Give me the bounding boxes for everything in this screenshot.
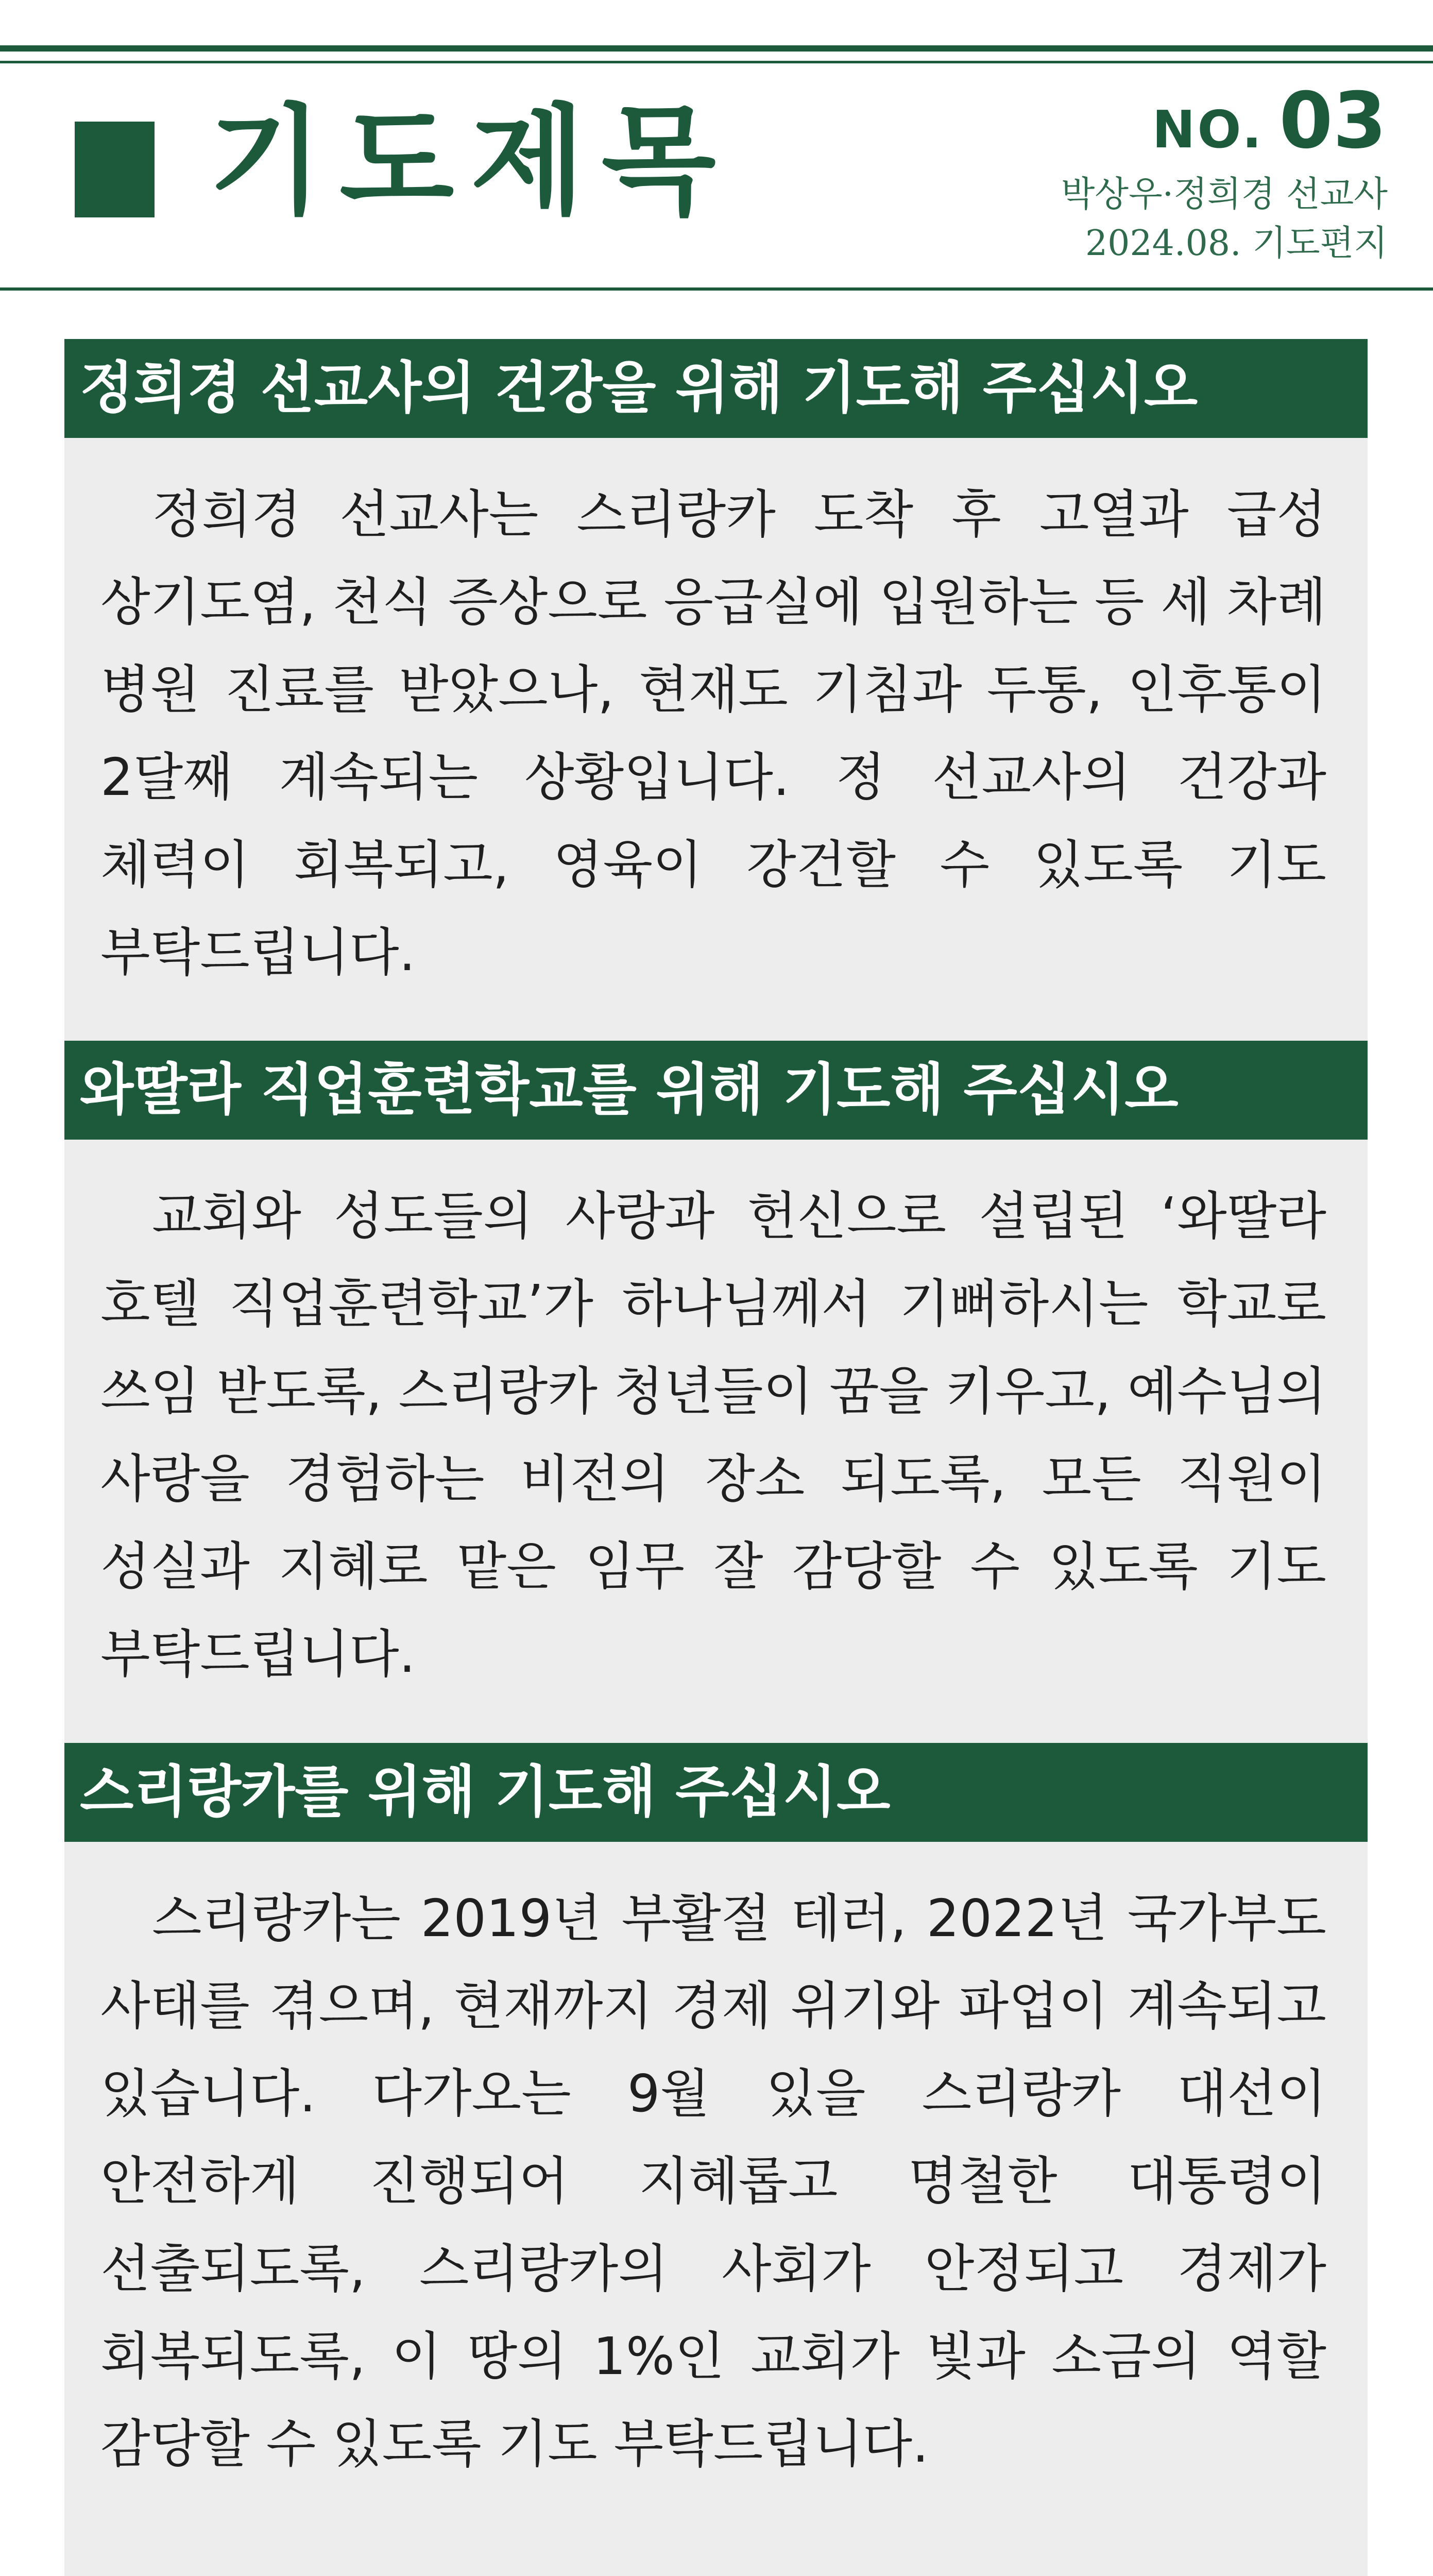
prayer-section-school (64, 1041, 1368, 1791)
issue-label: NO. (1152, 99, 1264, 160)
top-rule-thick (0, 45, 1433, 52)
issue-number (1152, 76, 1387, 166)
page-title: 기도제목 (209, 93, 732, 231)
letter-meta (1061, 170, 1388, 268)
section-body: 교회와 성도들의 사랑과 헌신으로 설립된 ‘와딸라 호텔 직업훈련학교’가 하나님께서 기뻐하시는 학교로 쓰임 받도록, 스리랑카 청년들이 꿈을 키우고, 예수님의 사랑을 경험하는 비전의 장소 되도록, 모든 직원이 성실과 지혜로 맡은 임무 잘 감당할 수 있도록 기도 부탁드립니다. (64, 1140, 1368, 1791)
top-rule-thin (0, 61, 1433, 63)
missionaries-names: 박상우·정희경 선교사 (1061, 174, 1388, 215)
section-body: 스리랑카는 2019년 부활절 테러, 2022년 국가부도 사태를 겪으며, 현재까지 경제 위기와 파업이 계속되고 있습니다. 다가오는 9월 있을 스리랑카 대선이 안전하게 진행되어 지혜롭고 명철한 대통령이 선출되도록, 스리랑카의 사회가 안정되고 경제가 회복되도록, 이 땅의 1%인 교회가 빛과 소금의 역할 감당할 수 있도록 기도 부탁드립니다. (64, 1842, 1368, 2576)
issue-value: 03 (1279, 76, 1387, 166)
header-divider (0, 287, 1433, 291)
letter-date: 2024.08. 기도편지 (1085, 223, 1388, 264)
prayer-section-srilanka (64, 1743, 1368, 2576)
title-square-icon (75, 122, 155, 217)
section-body: 정희경 선교사는 스리랑카 도착 후 고열과 급성 상기도염, 천식 증상으로 응급실에 입원하는 등 세 차례 병원 진료를 받았으나, 현재도 기침과 두통, 인후통이 2달째 계속되는 상황입니다. 정 선교사의 건강과 체력이 회복되고, 영육이 강건할 수 있도록 기도 부탁드립니다. (64, 438, 1368, 1084)
section-heading: 와딸라 직업훈련학교를 위해 기도해 주십시오 (64, 1041, 1368, 1140)
section-heading: 정희경 선교사의 건강을 위해 기도해 주십시오 (64, 339, 1368, 438)
prayer-section-health (64, 339, 1368, 1084)
section-heading: 스리랑카를 위해 기도해 주십시오 (64, 1743, 1368, 1842)
